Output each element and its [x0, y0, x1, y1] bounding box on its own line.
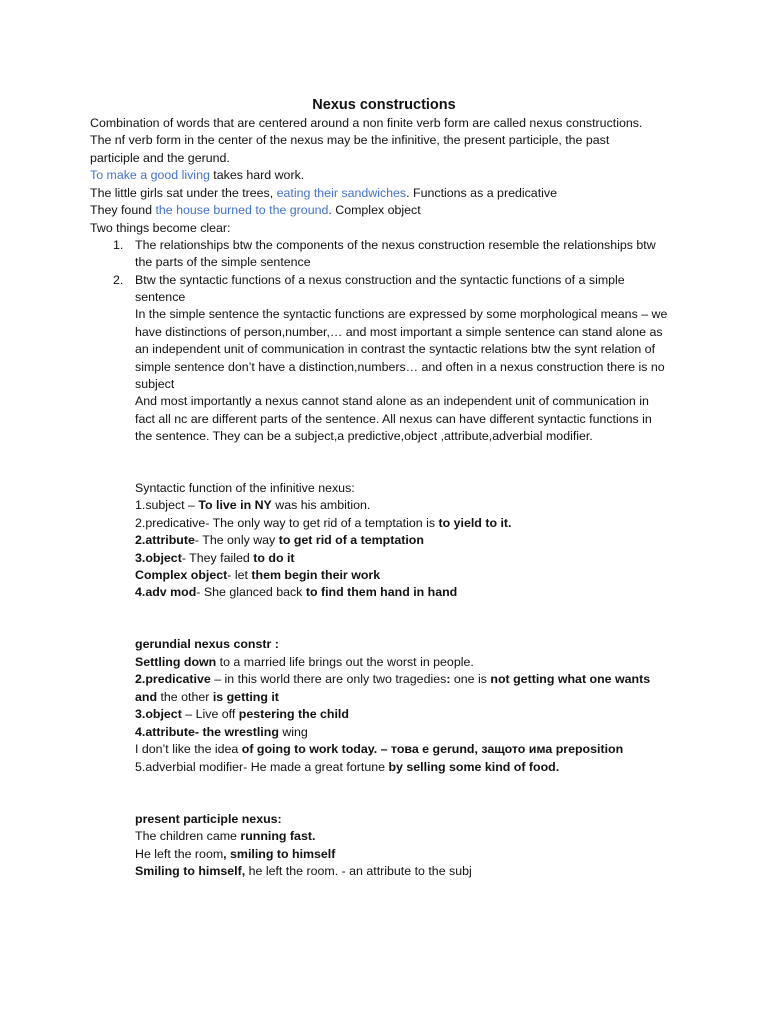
example-line: [90, 202, 421, 220]
text-span: 2.predicative- The only way to get rid of a temptation is: [135, 516, 439, 530]
text-span: to a married life brings out the worst in people.: [216, 655, 474, 669]
bold-phrase: them begin their work: [251, 568, 381, 582]
text-span: 5.adverbial modifier- He made a great fortune: [135, 760, 389, 774]
example-line: [135, 584, 457, 602]
example-line: [135, 497, 370, 515]
bold-phrase: Complex object: [135, 568, 228, 582]
text-span: . Functions as a predicative: [406, 186, 557, 200]
highlighted-phrase: eating their sandwiches: [276, 186, 407, 200]
bold-phrase: not getting what one wants: [490, 672, 651, 686]
example-line: [135, 515, 511, 533]
example-line: [135, 724, 308, 742]
section-heading: gerundial nexus constr :: [135, 637, 279, 651]
bold-phrase: , smiling to himself: [223, 847, 336, 861]
example-line: [135, 550, 295, 568]
text-span: - They failed: [181, 551, 254, 565]
example-line: [135, 689, 279, 707]
bold-phrase: 2.predicative: [135, 672, 211, 686]
example-line: [135, 567, 380, 585]
example-line: [135, 846, 335, 864]
paragraph-line: the sentence. They can be a subject,a predictive,object ,attribute,adverbial modifier.: [135, 429, 593, 443]
paragraph-line: In the simple sentence the syntactic functions are expressed by some morphological means – we: [135, 307, 668, 321]
example-line: [90, 167, 304, 185]
bold-phrase: by selling some kind of food.: [388, 760, 560, 774]
section-heading: Syntactic function of the infinitive nexus:: [135, 481, 355, 495]
text-span: The children came: [135, 829, 241, 843]
list-item-line: sentence: [135, 290, 186, 304]
text-span: He left the room: [135, 847, 224, 861]
bold-phrase: is getting it: [212, 690, 279, 704]
bold-phrase: to do it: [253, 551, 295, 565]
example-line: [135, 532, 424, 550]
text-span: was his ambition.: [271, 498, 371, 512]
intro-line: The nf verb form in the center of the nexus may be the infinitive, the present participle, the past: [90, 133, 610, 147]
list-item-line: the parts of the simple sentence: [135, 255, 311, 269]
bold-phrase: pestering the child: [238, 707, 349, 721]
bold-phrase: 4.attribute- the wrestling: [135, 725, 279, 739]
bold-phrase: to yield to it.: [438, 516, 512, 530]
list-item-line: Btw the syntactic functions of a nexus construction and the syntactic functions of a simple: [135, 273, 625, 287]
intro-line: participle and the gerund.: [90, 151, 230, 165]
example-line: [135, 741, 623, 759]
example-line: [135, 671, 650, 689]
bold-phrase: 3.object: [135, 551, 182, 565]
text-line: Two things become clear:: [90, 221, 231, 235]
example-line: [135, 828, 315, 846]
document-title: Nexus constructions: [312, 97, 456, 113]
bold-phrase: 3.object: [135, 707, 182, 721]
bold-phrase: 2.attribute: [135, 533, 195, 547]
text-span: he left the room. - an attribute to the subj: [245, 864, 472, 878]
text-span: one is: [450, 672, 491, 686]
bold-phrase: to get rid of a temptation: [278, 533, 424, 547]
list-number: 2.: [113, 273, 124, 287]
text-span: – Live off: [181, 707, 239, 721]
paragraph-line: have distinctions of person,number,… and most important a simple sentence can stand alone as: [135, 325, 663, 339]
bold-phrase: :: [446, 672, 451, 686]
bold-phrase: Settling down: [135, 655, 217, 669]
example-line: [135, 706, 349, 724]
bold-phrase: and: [135, 690, 158, 704]
paragraph-line: fact all nc are different parts of the sentence. All nexus can have different syntactic functions in: [135, 412, 652, 426]
list-number: 1.: [113, 238, 124, 252]
text-span: – in this world there are only two tragedies: [210, 672, 447, 686]
highlighted-phrase: the house burned to the ground: [155, 203, 329, 217]
bold-phrase: Smiling to himself,: [135, 864, 246, 878]
bold-phrase: of going to work today. – това е gerund, защото има preposition: [241, 742, 624, 756]
text-span: wing: [278, 725, 308, 739]
bold-phrase: to find them hand in hand: [305, 585, 458, 599]
example-line: [135, 759, 559, 777]
paragraph-line: simple sentence don’t have a distinction,numbers… and often in a nexus construction there is no: [135, 360, 665, 374]
text-span: They found: [90, 203, 156, 217]
intro-line: Combination of words that are centered around a non finite verb form are called nexus constructions.: [90, 116, 643, 130]
section-heading: present participle nexus:: [135, 812, 282, 826]
paragraph-line: an independent unit of communication in contrast the syntactic relations btw the synt relation of: [135, 342, 656, 356]
bold-phrase: running fast.: [240, 829, 316, 843]
example-line: [135, 863, 472, 881]
text-span: takes hard work.: [209, 168, 305, 182]
paragraph-line: subject: [135, 377, 175, 391]
highlighted-phrase: To make a good living: [90, 168, 210, 182]
example-line: [135, 654, 474, 672]
paragraph-line: And most importantly a nexus cannot stand alone as an independent unit of communication in: [135, 394, 649, 408]
list-item-line: The relationships btw the components of the nexus construction resemble the relationships btw: [135, 238, 656, 252]
text-span: - The only way: [194, 533, 279, 547]
bold-phrase: 4.adv mod: [135, 585, 197, 599]
text-span: 1.subject –: [135, 498, 199, 512]
text-span: - let: [227, 568, 252, 582]
text-span: the other: [157, 690, 213, 704]
bold-phrase: To live in NY: [198, 498, 272, 512]
example-line: [90, 185, 557, 203]
text-span: I don’t like the idea: [135, 742, 242, 756]
text-span: The little girls sat under the trees,: [90, 186, 277, 200]
text-span: - She glanced back: [196, 585, 306, 599]
text-span: . Complex object: [328, 203, 421, 217]
